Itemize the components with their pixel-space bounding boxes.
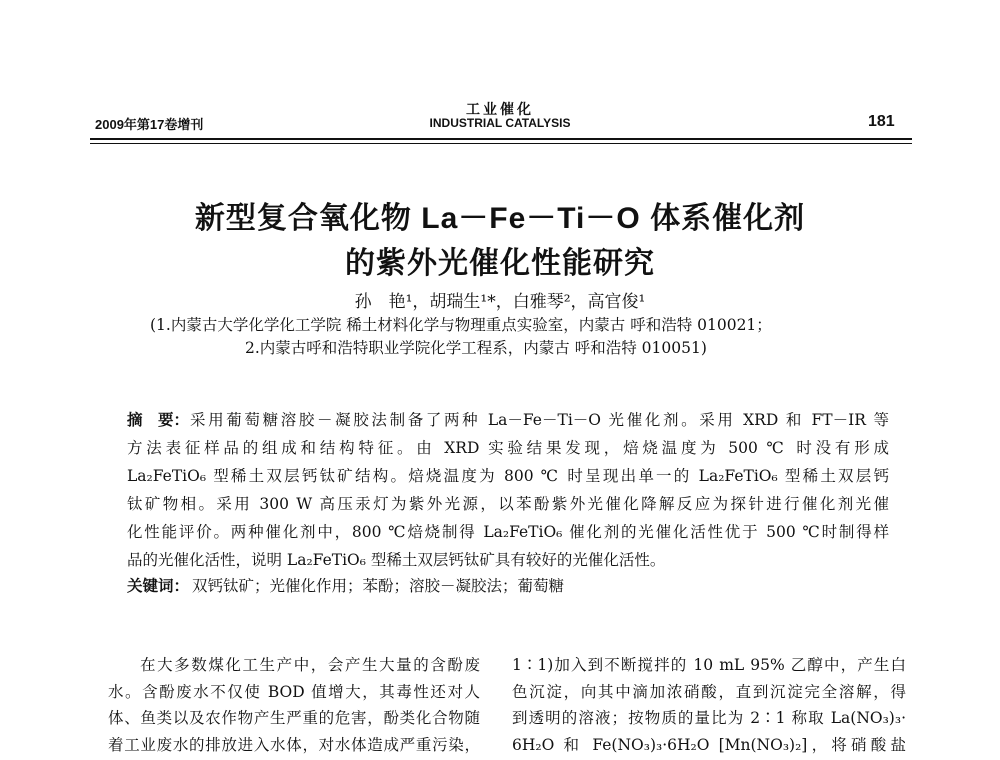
issue-label: 2009年第17卷增刊 — [95, 117, 204, 132]
abstract-line: 方法表征样品的组成和结构特征。由 XRD 实验结果发现，焙烧温度为 500 ℃ 时没有形成 — [127, 439, 889, 457]
affiliation-2: 2.内蒙古呼和浩特职业学院化学工程系，内蒙古 呼和浩特 010051) — [245, 339, 707, 357]
body-line: 到透明的溶液；按物质的量比为 2∶1 称取 La(NO₃)₃· — [512, 709, 906, 727]
body-line: 6H₂O 和 Fe(NO₃)₃·6H₂O [Mn(NO₃)₂]，将硝酸盐 — [512, 736, 906, 754]
journal-title-cn: 工业催化 — [466, 101, 534, 117]
abstract-line: 采用葡萄糖溶胶－凝胶法制备了两种 La－Fe－Ti－O 光催化剂。采用 XRD 和 FT－IR 等 — [190, 411, 889, 429]
journal-title-en: INDUSTRIAL CATALYSIS — [429, 116, 571, 130]
paper-title-line2: 的紫外光催化性能研究 — [345, 247, 655, 280]
abstract-label: 摘 要： — [127, 410, 190, 429]
body-line: 体、鱼类以及农作物产生严重的危害，酚类化合物随 — [108, 709, 480, 727]
authors: 孙 艳¹，胡瑞生¹*，白雅琴²，高官俊¹ — [354, 292, 646, 312]
abstract-line: 品的光催化活性，说明 La₂FeTiO₆ 型稀土双层钙钛矿具有较好的光催化活性。 — [127, 551, 666, 569]
body-line: 在大多数煤化工生产中，会产生大量的含酚废 — [140, 656, 480, 674]
paper-title-line1: 新型复合氧化物 La－Fe－Ti－O 体系催化剂 — [194, 202, 806, 235]
header-rule-top — [90, 138, 912, 140]
affiliation-1: (1.内蒙古大学化学化工学院 稀土材料化学与物理重点实验室，内蒙古 呼和浩特 010021； — [150, 316, 772, 334]
abstract-line: 钛矿物相。采用 300 W 高压汞灯为紫外光源，以苯酚紫外光催化降解反应为探针进行催化剂光催 — [127, 495, 889, 513]
abstract-line: La₂FeTiO₆ 型稀土双层钙钛矿结构。焙烧温度为 800 ℃ 时呈现出单一的 La₂FeTiO₆ 型稀土双层钙 — [127, 467, 889, 485]
body-line: 着工业废水的排放进入水体，对水体造成严重污染， — [108, 736, 480, 754]
body-line: 1∶1)加入到不断搅拌的 10 mL 95% 乙醇中，产生白 — [512, 656, 906, 674]
page-number: 181 — [868, 113, 895, 130]
body-line: 水。含酚废水不仅使 BOD 值增大，其毒性还对人 — [108, 683, 480, 701]
body-line: 色沉淀，向其中滴加浓硝酸，直到沉淀完全溶解，得 — [512, 683, 906, 701]
header-rule-bottom — [90, 143, 912, 144]
keywords-text: 双钙钛矿；光催化作用；苯酚；溶胶－凝胶法；葡萄糖 — [192, 577, 565, 595]
abstract-line: 化性能评价。两种催化剂中，800 ℃焙烧制得 La₂FeTiO₆ 催化剂的光催化活性优于 500 ℃时制得样 — [127, 523, 889, 541]
keywords-label: 关键词： — [127, 576, 190, 595]
